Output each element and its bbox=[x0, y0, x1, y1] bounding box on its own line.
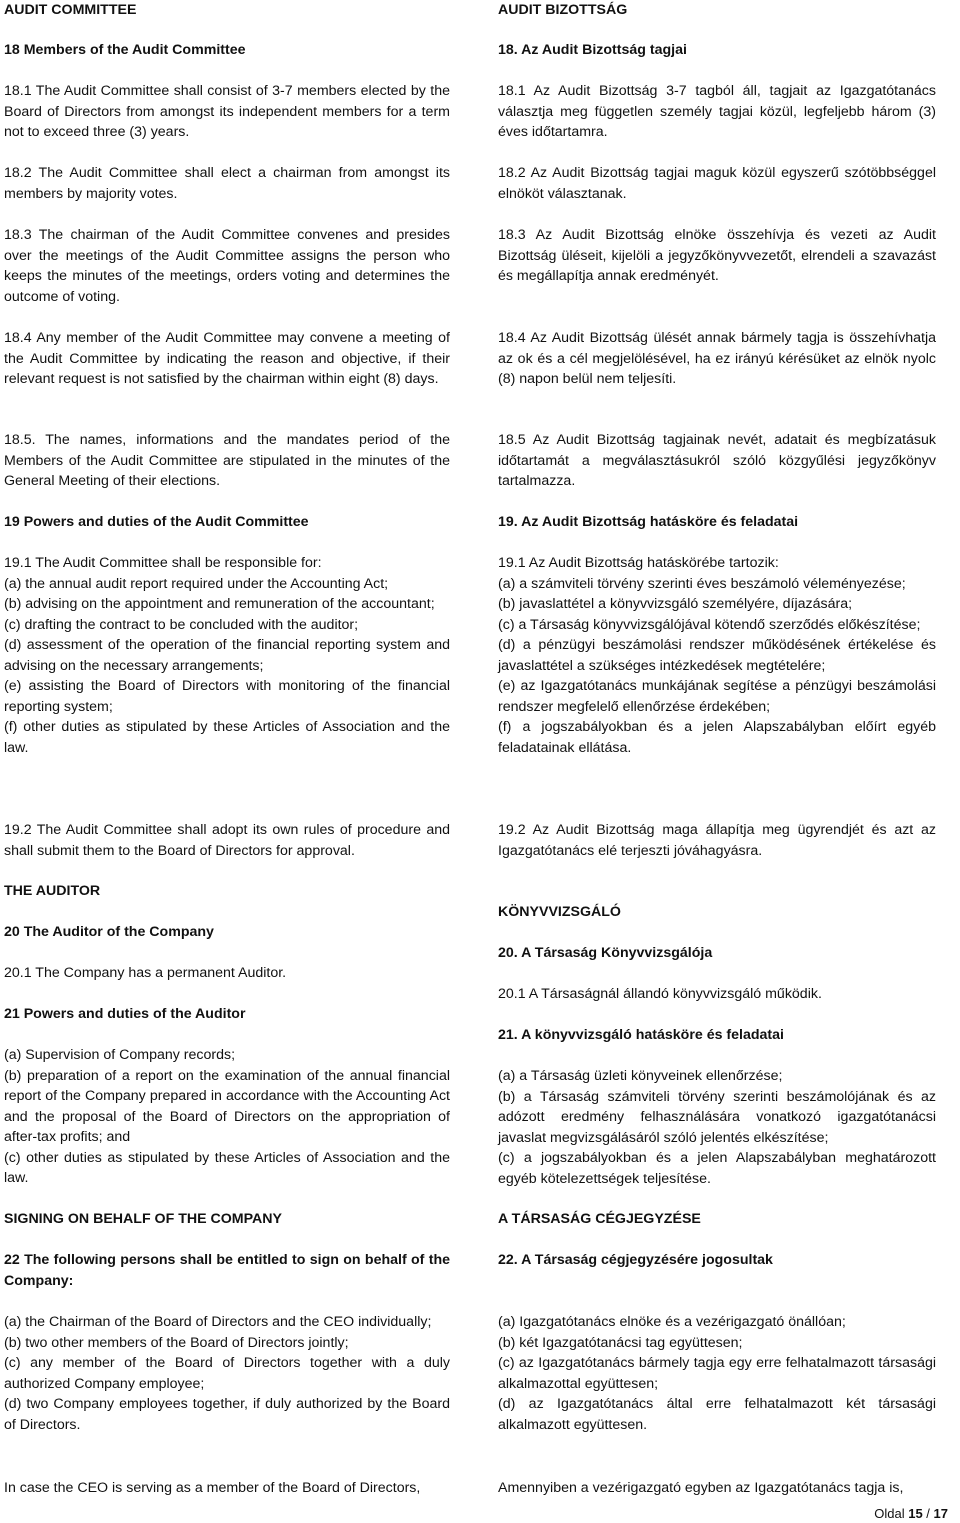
section-heading-rhSign: A TÁRSASÁG CÉGJEGYZÉSE bbox=[498, 1211, 701, 1227]
list-line: (e) az Igazgatótanács munkájának segítése a pénzügyi beszámolási rendszer megfelelő ellenőrzése érdekében; bbox=[498, 678, 936, 715]
paragraph-p192: 19.2 The Audit Committee shall adopt its own rules of procedure and shall submit them to the Board of Directors for approval. bbox=[4, 822, 450, 859]
paragraph-r191 bbox=[498, 553, 936, 758]
paragraph-rLast: Amennyiben a vezérigazgató egyben az Igazgatótanács tagja is, bbox=[498, 1480, 904, 1496]
paragraph-r185: 18.5 Az Audit Bizottság tagjainak nevét, adatait és megbízatásuk időtartamát a megválasztásukról szóló közgyűlési jegyzőkönyv tartalmazza. bbox=[498, 432, 936, 489]
section-heading-rh20: 20. A Társaság Könyvvizsgálója bbox=[498, 945, 713, 961]
list-line: (a) a számviteli törvény szerinti éves beszámoló véleményezése; bbox=[498, 575, 906, 592]
list-line: (a) a Társaság üzleti könyveinek ellenőrzése; bbox=[498, 1068, 783, 1084]
paragraph-r192: 19.2 Az Audit Bizottság maga állapítja meg ügyrendjét és azt az Igazgatótanács elé terjeszti jóváhagyásra. bbox=[498, 822, 936, 859]
list-line: (c) a jogszabályokban és a jelen Alapszabályban meghatározott egyéb kötelezettségek teljesítése. bbox=[498, 1150, 936, 1187]
section-heading-h2: 18 Members of the Audit Committee bbox=[4, 42, 246, 58]
section-heading-rh19: 19. Az Audit Bizottság hatásköre és feladatai bbox=[498, 514, 799, 530]
list-line: (d) az Igazgatótanács által erre felhatalmazott két társasági alkalmazott együttesen. bbox=[498, 1396, 936, 1433]
section-heading-rh21: 21. A könyvvizsgáló hatásköre és feladatai bbox=[498, 1027, 784, 1043]
section-heading-h19: 19 Powers and duties of the Audit Committee bbox=[4, 514, 309, 530]
list-line: (e) assisting the Board of Directors with monitoring of the financial reporting system; bbox=[4, 678, 450, 715]
list-line: (b) two other members of the Board of Directors jointly; bbox=[4, 1334, 349, 1351]
section-heading-rh1: AUDIT BIZOTTSÁG bbox=[498, 2, 628, 18]
paragraph-r181: 18.1 Az Audit Bizottság 3-7 tagból áll, tagjait az Igazgatótanács választja meg független személy tagjai közül, legfeljebb három (3) éves időtartamra. bbox=[498, 83, 936, 140]
list-line: (b) advising on the appointment and remuneration of the accountant; bbox=[4, 596, 435, 612]
list-line: (b) javaslattétel a könyvvizsgáló személyére, díjazására; bbox=[498, 596, 853, 612]
list-line: (a) the Chairman of the Board of Directors and the CEO individually; bbox=[4, 1314, 432, 1330]
page-footer bbox=[874, 1506, 948, 1521]
current-page: 15 bbox=[908, 1506, 923, 1521]
paragraph-r22 bbox=[498, 1312, 936, 1435]
section-heading-hAud: THE AUDITOR bbox=[4, 883, 101, 899]
list-line: (c) az Igazgatótanács bármely tagja egy erre felhatalmazott társasági alkalmazottal együttesen; bbox=[498, 1355, 936, 1392]
section-heading-rh2: 18. Az Audit Bizottság tagjai bbox=[498, 42, 687, 58]
list-line: (d) a pénzügyi beszámolási rendszer működésének értékelése és javaslattétel a szükséges intézkedések megtételére; bbox=[498, 637, 936, 674]
list-line: (c) a Társaság könyvvizsgálójával kötendő szerződés előkészítése; bbox=[498, 616, 921, 633]
footer-separator: / bbox=[922, 1506, 934, 1521]
paragraph-r184: 18.4 Az Audit Bizottság ülését annak bármely tagja is összehívhatja az ok és a cél megjelölésével, ha ez irányú kérésüket az elnök nyolc (8) napon belül nem teljesíti. bbox=[498, 330, 936, 387]
total-pages: 17 bbox=[933, 1506, 948, 1521]
section-heading-h21: 21 Powers and duties of the Auditor bbox=[4, 1006, 246, 1022]
section-heading-h20: 20 The Auditor of the Company bbox=[4, 924, 214, 940]
paragraph-p191 bbox=[4, 553, 450, 758]
section-heading-rhAud: KÖNYVVIZSGÁLÓ bbox=[498, 904, 621, 920]
paragraph-r183: 18.3 Az Audit Bizottság elnöke összehívja és vezeti az Audit Bizottság üléseit, kijelöli a jegyzőkönyvvezetőt, elrendeli a szavazást és megállapítja annak eredményét. bbox=[498, 227, 936, 284]
list-line: (d) assessment of the operation of the financial reporting system and advising on the necessary arrangements; bbox=[4, 637, 450, 674]
paragraph-p184: 18.4 Any member of the Audit Committee may convene a meeting of the Audit Committee by indicating the reason and objective, if their relevant request is not satisfied by the chairman within eight (8) days. bbox=[4, 330, 450, 387]
section-heading-h22: 22 The following persons shall be entitled to sign on behalf of the Company: bbox=[4, 1252, 450, 1289]
list-line: (a) Igazgatótanács elnöke és a vezérigazgató önállóan; bbox=[498, 1314, 846, 1330]
list-line: (d) two Company employees together, if duly authorized by the Board of Directors. bbox=[4, 1396, 450, 1433]
paragraph-p22 bbox=[4, 1312, 450, 1435]
paragraph-p201: 20.1 The Company has a permanent Auditor. bbox=[4, 965, 287, 981]
section-heading-h1: AUDIT COMMITTEE bbox=[4, 2, 137, 18]
list-line: (b) preparation of a report on the examination of the annual financial report of the Company prepared in accordance with the Accounting Act and the proposal of the Board of Directors on the appropriation of after-tax profits; and bbox=[4, 1067, 450, 1145]
list-line: (a) Supervision of Company records; bbox=[4, 1047, 236, 1063]
list-line: 19.1 Az Audit Bizottság hatáskörébe tartozik: bbox=[498, 555, 779, 571]
paragraph-p21 bbox=[4, 1045, 450, 1189]
list-line: (f) a jogszabályokban és a jelen Alapszabályban előírt egyéb feladatainak ellátása. bbox=[498, 719, 936, 756]
paragraph-r182: 18.2 Az Audit Bizottság tagjai maguk közül egyszerű szótöbbséggel elnököt választanak. bbox=[498, 165, 936, 202]
list-line: 19.1 The Audit Committee shall be responsible for: bbox=[4, 555, 322, 571]
list-line: (b) két Igazgatótanácsi tag együttesen; bbox=[498, 1334, 743, 1351]
paragraph-r21 bbox=[498, 1066, 936, 1189]
list-line: (c) any member of the Board of Directors together with a duly authorized Company employee; bbox=[4, 1355, 450, 1392]
paragraph-r201: 20.1 A Társaságnál állandó könyvvizsgáló működik. bbox=[498, 986, 822, 1002]
list-line: (b) a Társaság számviteli törvény szerinti beszámolójának és az adózott eredmény felhasználására vonatkozó igazgatótanácsi javaslat megvizsgálásáról szóló jelentés elkészítése; bbox=[498, 1088, 936, 1146]
list-line: (f) other duties as stipulated by these Articles of Association and the law. bbox=[4, 719, 450, 756]
section-heading-rh22: 22. A Társaság cégjegyzésére jogosultak bbox=[498, 1252, 773, 1268]
paragraph-p183: 18.3 The chairman of the Audit Committee convenes and presides over the meetings of the Audit Committee assigns the person who keeps the minutes of the meetings, orders voting and determines the outcome of voting. bbox=[4, 227, 450, 305]
footer-prefix: Oldal bbox=[874, 1506, 909, 1521]
paragraph-p181: 18.1 The Audit Committee shall consist of 3-7 members elected by the Board of Directors from amongst its independent members for a term not to exceed three (3) years. bbox=[4, 83, 450, 140]
paragraph-pLast: In case the CEO is serving as a member of the Board of Directors, bbox=[4, 1480, 421, 1496]
paragraph-p185: 18.5. The names, informations and the mandates period of the Members of the Audit Committee are stipulated in the minutes of the General Meeting of their elections. bbox=[4, 432, 450, 489]
paragraph-p182: 18.2 The Audit Committee shall elect a chairman from amongst its members by majority votes. bbox=[4, 165, 450, 202]
list-line: (a) the annual audit report required under the Accounting Act; bbox=[4, 575, 389, 592]
list-line: (c) other duties as stipulated by these Articles of Association and the law. bbox=[4, 1149, 450, 1186]
section-heading-hSign: SIGNING ON BEHALF OF THE COMPANY bbox=[4, 1211, 282, 1227]
list-line: (c) drafting the contract to be concluded with the auditor; bbox=[4, 616, 359, 633]
